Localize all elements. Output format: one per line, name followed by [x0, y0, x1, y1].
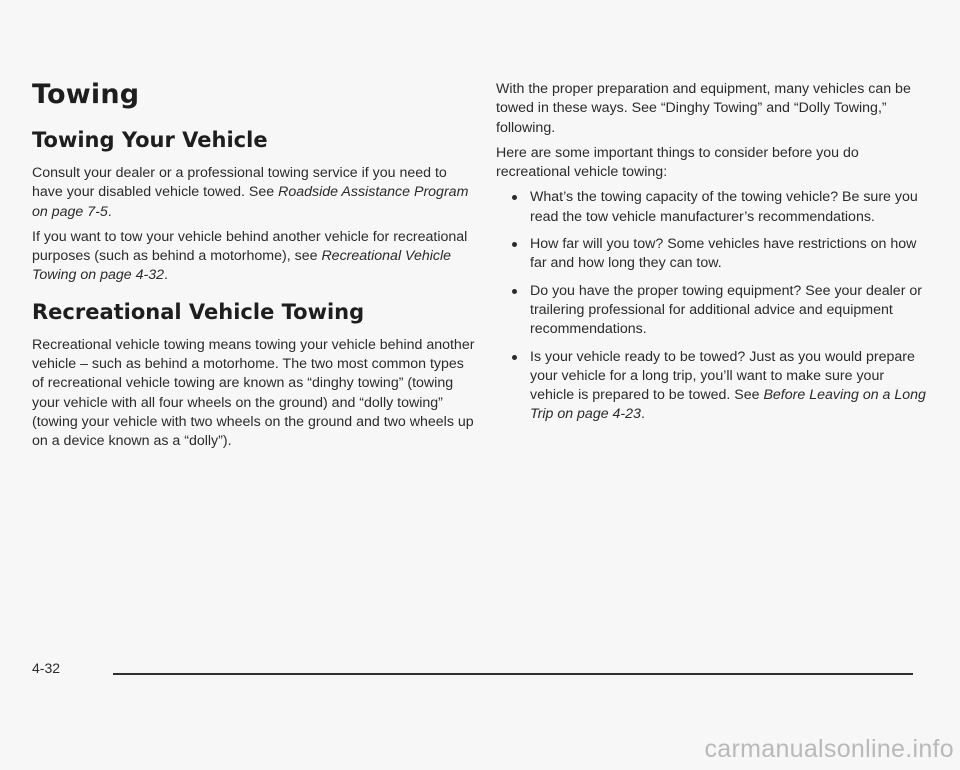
page-title: Towing — [32, 79, 140, 110]
left-column — [32, 78, 476, 458]
paragraph-text: Consult your dealer or a professional towing service if you need to have your disabled vehicle towed. See — [32, 165, 447, 201]
paragraph-text: If you want to tow your vehicle behind another vehicle for recreational purposes (such as behind a motorhome), see — [32, 228, 468, 265]
paragraph-things-to-consider: Here are some important things to consider before you do recreational vehicle towing: — [496, 144, 859, 181]
section-heading-towing-your-vehicle: Towing Your Vehicle — [32, 128, 268, 152]
bullet-icon — [512, 195, 517, 200]
cross-reference-recreational-towing[interactable]: Recreational Vehicle Towing on page 4-32 — [32, 248, 452, 284]
consideration-list — [496, 188, 926, 424]
cross-reference-roadside-assistance[interactable]: Roadside Assistance Program on page 7-5 — [32, 184, 469, 220]
paragraph-consult-dealer — [32, 164, 476, 222]
list-item — [496, 348, 926, 425]
bullet-icon — [512, 242, 517, 247]
list-item-end: . — [640, 406, 645, 423]
paragraph-tow-behind-vehicle — [32, 228, 476, 286]
watermark: carmanualsonline.info — [704, 735, 954, 763]
paragraph-end: . — [107, 203, 112, 220]
paragraph-end: . — [164, 267, 168, 284]
bullet-icon — [512, 355, 517, 360]
right-column — [496, 80, 926, 433]
page-number: 4-32 — [32, 660, 61, 676]
list-item — [496, 188, 926, 227]
bullet-icon — [512, 289, 517, 294]
list-item-text: How far will you tow? Some vehicles have restrictions on how far and how long they can tow. — [530, 236, 917, 272]
footer-divider — [113, 673, 913, 675]
cross-reference-before-leaving[interactable]: Before Leaving on a Long Trip on page 4-23 — [530, 387, 926, 423]
list-item-text: Do you have the proper towing equipment? See your dealer or trailering professional for additional advice and equipment recommendations. — [530, 282, 922, 338]
paragraph-recreational-towing-definition: Recreational vehicle towing means towing your vehicle behind another vehicle – such as behind a motorhome. The two most common types of recreational vehicle towing are known as “dinghy towing” (towing your vehicle with all four wheels on the ground) and “dolly towing” (towing your vehicle with two wheels on the ground and two wheels up on a device known as a “dolly”). — [32, 336, 475, 450]
list-item-text: What’s the towing capacity of the towing vehicle? Be sure you read the tow vehicle manufacturer’s recommendations. — [530, 189, 918, 225]
section-heading-recreational-vehicle-towing: Recreational Vehicle Towing — [32, 299, 365, 324]
list-item-text: Is your vehicle ready to be towed? Just as you would prepare your vehicle for a long trip, you’ll want to make sure your vehicle is prepared to be towed. See — [530, 348, 915, 404]
paragraph-proper-preparation: With the proper preparation and equipment, many vehicles can be towed in these ways. See “Dinghy Towing” and “Dolly Towing,” following. — [496, 81, 911, 136]
list-item — [496, 282, 926, 340]
list-item — [496, 235, 926, 274]
